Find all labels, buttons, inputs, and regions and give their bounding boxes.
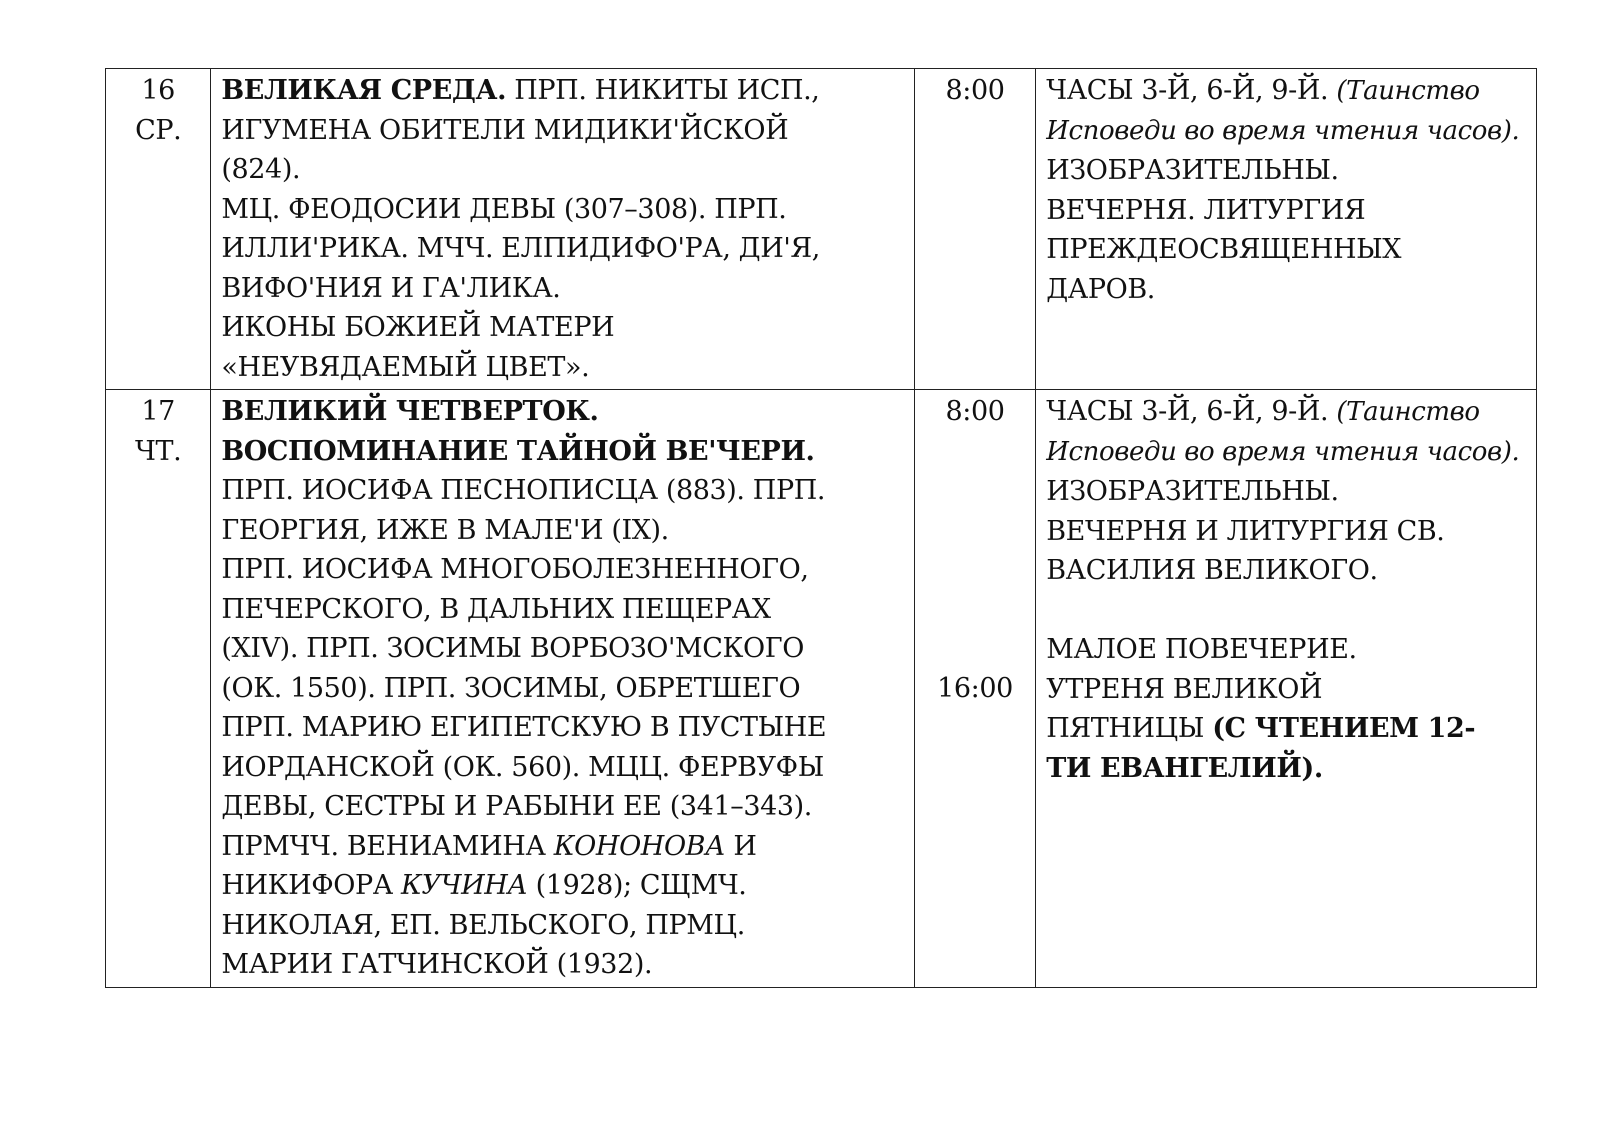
weekday: СР. (135, 114, 182, 146)
saint-text: И (725, 830, 757, 862)
time-cell (914, 390, 1035, 988)
saint-line: ИЛЛИ'РИКА. МЧЧ. ЕЛПИДИФО'РА, ДИ'Я, (221, 233, 820, 264)
feast-title: ВЕЛИКАЯ СРЕДА. (221, 75, 507, 106)
saint-line: ДЕВЫ, СЕСТРЫ И РАБЫНИ ЕЕ (341–343). (221, 791, 812, 822)
surname-italic: КУЧИНА (401, 870, 528, 901)
service-text: ПЯТНИЦЫ (1046, 713, 1213, 744)
saint-line: (ОК. 1550). ПРП. ЗОСИМЫ, ОБРЕТШЕГО (221, 672, 801, 704)
service-cell (1036, 69, 1537, 390)
service-line (1046, 392, 1526, 433)
date-cell (106, 69, 211, 390)
saint-text: ПРП. НИКИТЫ ИСП., (506, 75, 820, 106)
service-note: (Таинство (1336, 397, 1480, 427)
service-line: ВЕЧЕРНЯ. ЛИТУРГИЯ (1046, 194, 1366, 226)
commemoration-cell (211, 390, 914, 988)
service-line (1046, 709, 1526, 749)
service-line: ДАРОВ. (1046, 273, 1155, 305)
saint-line (221, 827, 903, 867)
service-line: ВАСИЛИЯ ВЕЛИКОГО. (1046, 555, 1378, 586)
service-time: 8:00 (945, 396, 1005, 427)
service-bold: (С ЧТЕНИЕМ 12- (1212, 713, 1476, 744)
service-text: ЧАСЫ 3-Й, 6-Й, 9-Й. (1046, 396, 1337, 427)
day-number: 17 (141, 396, 175, 427)
service-time: 8:00 (945, 75, 1005, 106)
saint-line: МАРИИ ГАТЧИНСКОЙ (1932). (221, 949, 653, 980)
saint-line: «НЕУВЯДАЕМЫЙ ЦВЕТ». (221, 351, 590, 383)
saint-line (221, 866, 903, 906)
saint-line: (824). (221, 154, 301, 185)
service-bold: ТИ ЕВАНГЕЛИЙ). (1046, 752, 1323, 784)
service-text: ЧАСЫ 3-Й, 6-Й, 9-Й. (1046, 75, 1337, 106)
time-cell (914, 69, 1035, 390)
commemoration-cell (211, 69, 914, 390)
service-cell (1036, 390, 1537, 988)
service-note: Исповеди во время чтения часов). (1046, 436, 1520, 467)
saint-line: ПРП. МАРИЮ ЕГИПЕТСКУЮ В ПУСТЫНЕ (221, 712, 827, 743)
date-cell (106, 390, 211, 988)
saint-line: ПЕЧЕРСКОГО, В ДАЛЬНИХ ПЕЩЕРАХ (221, 593, 771, 625)
saint-line: НИКОЛАЯ, ЕП. ВЕЛЬСКОГО, ПРМЦ. (221, 909, 745, 941)
saint-line: ПРП. ИОСИФА ПЕСНОПИСЦА (883). ПРП. (221, 475, 826, 506)
saint-text: ПРМЧЧ. ВЕНИАМИНА (221, 830, 554, 862)
saint-line: ИОРДАНСКОЙ (ОК. 560). МЦЦ. ФЕРВУФЫ (221, 751, 824, 783)
service-line: ИЗОБРАЗИТЕЛЬНЫ. (1046, 476, 1339, 507)
saint-line: ИГУМЕНА ОБИТЕЛИ МИДИКИ'ЙСКОЙ (221, 114, 789, 146)
service-time: 16:00 (937, 672, 1013, 704)
saint-line: ПРП. ИОСИФА МНОГОБОЛЕЗНЕННОГО, (221, 554, 809, 585)
saint-text: (1928); СЩМЧ. (527, 870, 747, 901)
service-line: ИЗОБРАЗИТЕЛЬНЫ. (1046, 155, 1339, 186)
service-note: (Таинство (1336, 76, 1480, 106)
service-line (1046, 71, 1526, 112)
service-line: МАЛОЕ ПОВЕЧЕРИЕ. (1046, 634, 1357, 665)
service-line: ПРЕЖДЕОСВЯЩЕННЫХ (1046, 234, 1402, 265)
saint-line: МЦ. ФЕОДОСИИ ДЕВЫ (307–308). ПРП. (221, 193, 787, 225)
feast-title: ВЕЛИКИЙ ЧЕТВЕРТОК. (221, 396, 599, 427)
saint-line (221, 71, 903, 111)
saint-line: ИКОНЫ БОЖИЕЙ МАТЕРИ (221, 312, 615, 343)
saint-line: ВИФО'НИЯ И ГА'ЛИКА. (221, 272, 561, 304)
saint-text: НИКИФОРА (221, 870, 402, 901)
surname-italic: КОНОНОВА (553, 830, 726, 862)
service-line: УТРЕНЯ ВЕЛИКОЙ (1046, 673, 1323, 705)
saint-line: (XIV). ПРП. ЗОСИМЫ ВОРБОЗО'МСКОГО (221, 633, 805, 664)
weekday: ЧТ. (135, 435, 182, 467)
schedule-table (105, 68, 1537, 988)
service-line: ВЕЧЕРНЯ И ЛИТУРГИЯ СВ. (1046, 515, 1445, 547)
service-note: Исповеди во время чтения часов). (1046, 115, 1520, 146)
saint-line: ГЕОРГИЯ, ИЖЕ В МАЛЕ'И (IX). (221, 514, 669, 546)
table-row (106, 390, 1537, 988)
day-number: 16 (141, 75, 175, 106)
feast-title: ВОСПОМИНАНИЕ ТАЙНОЙ ВЕ'ЧЕРИ. (221, 435, 815, 467)
table-row (106, 69, 1537, 390)
